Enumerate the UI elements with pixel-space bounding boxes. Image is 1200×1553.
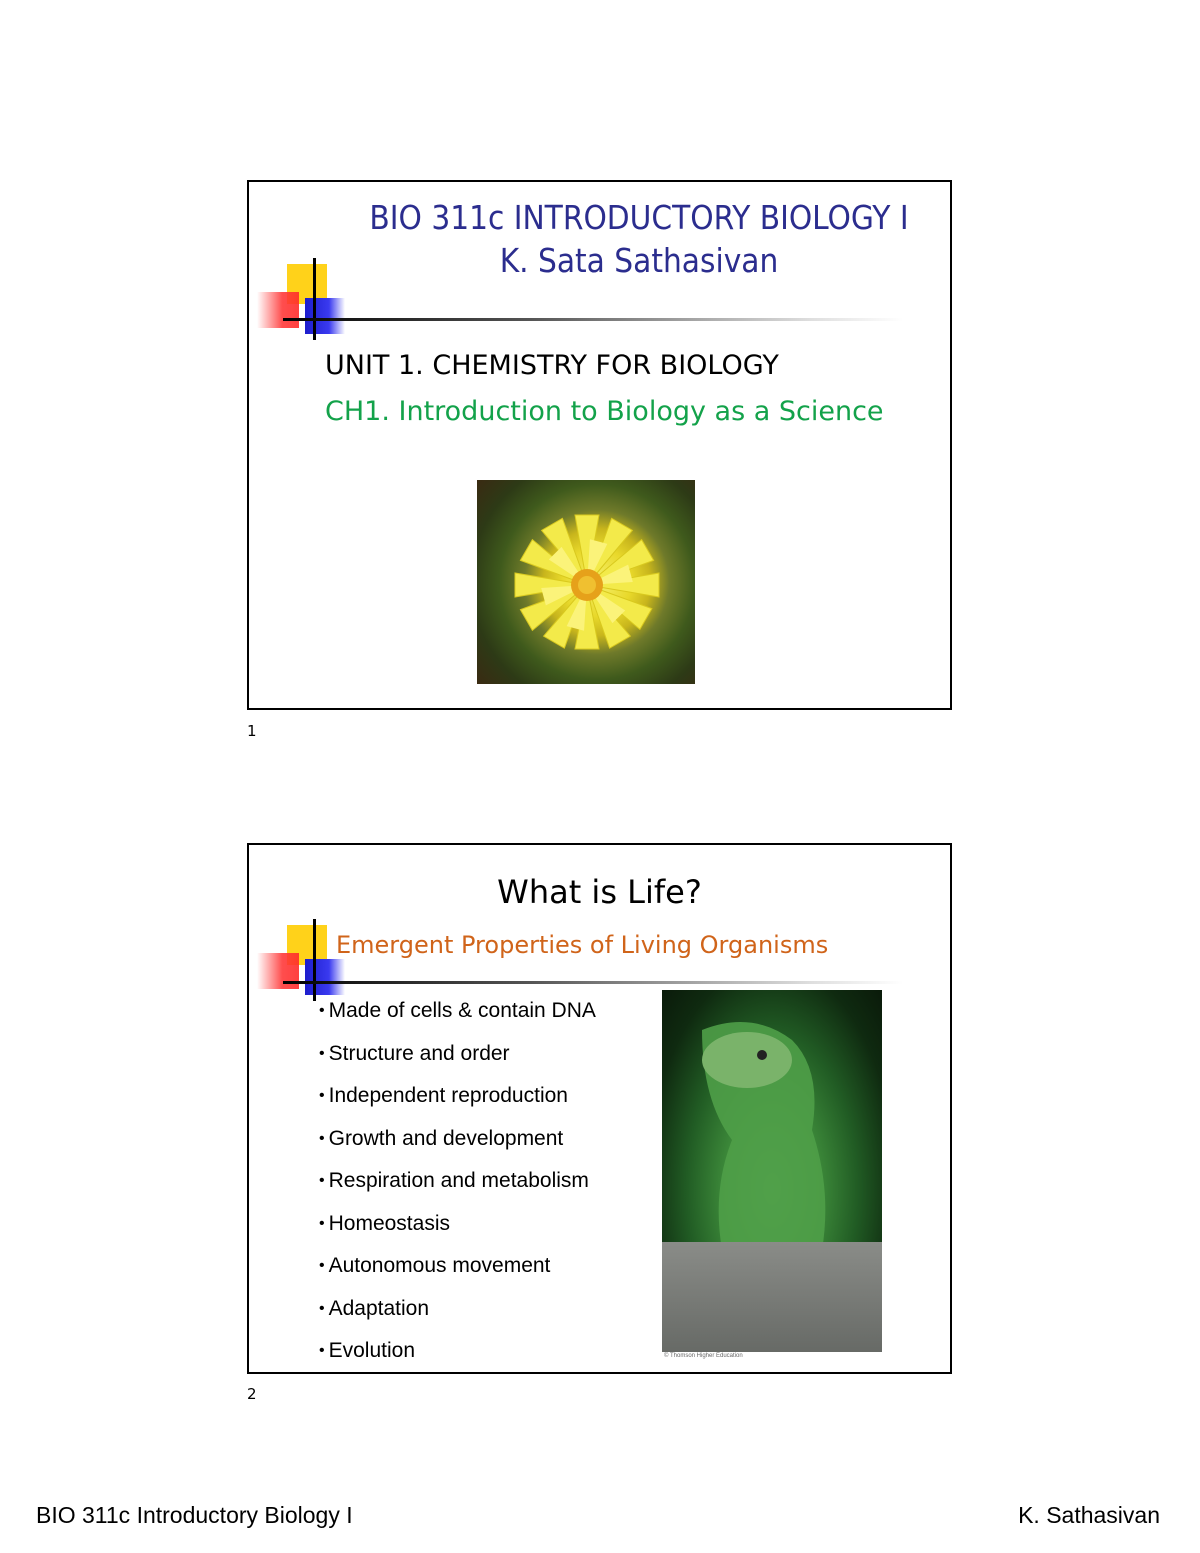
list-item: • Adaptation [319,1293,596,1336]
title-divider [283,318,903,321]
instructor-name: K. Sata Sathasivan [499,241,779,280]
list-item: • Homeostasis [319,1208,596,1251]
list-item: • Made of cells & contain DNA [319,995,596,1038]
page-number-2: 2 [247,1385,257,1403]
title-divider [283,981,903,984]
list-item: • Autonomous movement [319,1250,596,1293]
course-title: BIO 311c INTRODUCTORY BIOLOGY I [369,198,909,237]
list-item: • Respiration and metabolism [319,1165,596,1208]
water-lily-image [477,480,695,684]
slide-2-subtitle: Emergent Properties of Living Organisms [336,931,829,959]
rock [662,1242,882,1352]
unit-heading: UNIT 1. CHEMISTRY FOR BIOLOGY [325,350,779,381]
list-item: • Structure and order [319,1038,596,1081]
page-number-1: 1 [247,722,257,740]
list-item: • Evolution [319,1335,596,1378]
slide-1 [247,180,952,710]
list-item: • Growth and development [319,1123,596,1166]
slide-2 [247,843,952,1374]
iguana-image [662,990,882,1352]
chapter-heading: CH1. Introduction to Biology as a Science [325,396,884,427]
image-credit: © Thomson Higher Education [664,1353,743,1359]
list-item: • Independent reproduction [319,1080,596,1123]
footer-author: K. Sathasivan [1018,1502,1160,1528]
slide-1-title [339,196,939,282]
properties-list [319,995,596,1378]
footer-course: BIO 311c Introductory Biology I [36,1502,353,1528]
flower-icon [477,480,695,684]
slide-2-title: What is Life? [497,873,702,911]
